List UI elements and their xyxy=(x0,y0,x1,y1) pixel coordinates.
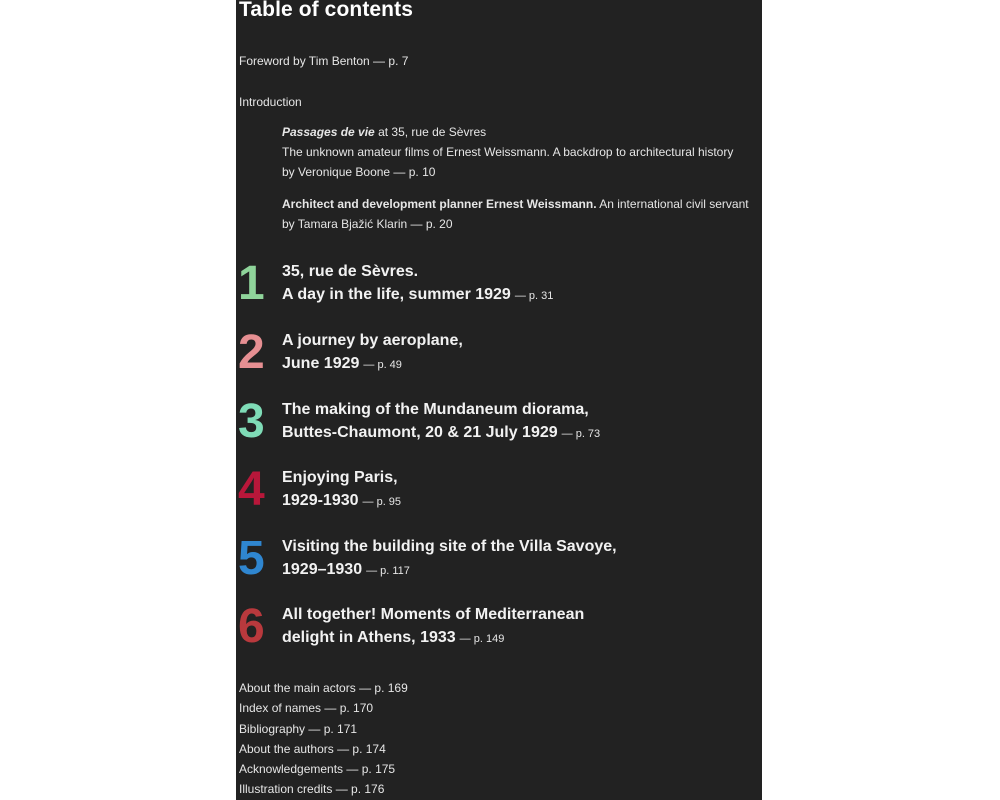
essay-title-italic: Passages de vie xyxy=(282,125,375,139)
chapter-page: — p. 49 xyxy=(363,359,402,371)
foreword-entry[interactable]: Foreword by Tim Benton — p. 7 xyxy=(239,54,409,68)
back-matter-item[interactable]: Illustration credits — p. 176 xyxy=(239,782,385,797)
chapter-entry-5[interactable] xyxy=(236,532,762,595)
chapter-number: 2 xyxy=(238,326,265,379)
chapter-number: 3 xyxy=(238,395,265,448)
chapter-page: — p. 95 xyxy=(362,496,402,508)
essay-entry-1[interactable] xyxy=(282,122,733,182)
essay-title-bold: Architect and development planner Ernest Weissmann. xyxy=(282,197,597,211)
back-matter-item[interactable]: Acknowledgements — p. 175 xyxy=(239,762,396,777)
back-matter-item[interactable]: Bibliography — p. 171 xyxy=(239,721,358,736)
chapter-page: — p. 149 xyxy=(459,633,505,645)
essay-subtitle: The unknown amateur films of Ernest Weissmann. A backdrop to architectural history xyxy=(282,145,734,159)
back-matter-item[interactable]: About the authors — p. 174 xyxy=(239,741,386,756)
introduction-heading[interactable]: Introduction xyxy=(239,95,302,109)
chapter-number: 1 xyxy=(238,257,265,310)
essay-byline: by Tamara Bjažić Klarin — p. 20 xyxy=(282,217,453,231)
chapter-title-line2: A day in the life, summer 1929 xyxy=(282,286,511,303)
essay-entry-2[interactable] xyxy=(282,194,749,234)
chapter-page: — p. 31 xyxy=(514,290,554,302)
back-matter-list xyxy=(239,678,408,800)
chapter-title-line1: The making of the Mundaneum diorama, xyxy=(282,401,589,418)
essay-byline: by Veronique Boone — p. 10 xyxy=(282,165,436,179)
chapter-title-line2: delight in Athens, 1933 xyxy=(282,629,456,646)
chapter-title xyxy=(282,535,617,583)
chapter-title-line1: A journey by aeroplane, xyxy=(282,332,463,349)
chapter-title xyxy=(282,398,600,446)
chapter-title-line2: Buttes-Chaumont, 20 & 21 July 1929 xyxy=(282,424,558,441)
essay-title-rest: at 35, rue de Sèvres xyxy=(374,125,487,139)
chapter-number: 6 xyxy=(238,600,265,653)
chapter-title xyxy=(282,466,401,514)
chapter-number: 4 xyxy=(238,463,265,516)
chapter-entry-6[interactable] xyxy=(236,600,762,663)
chapter-title-line2: 1929–1930 xyxy=(282,561,363,578)
chapter-title-line1: Visiting the building site of the Villa Savoye, xyxy=(282,538,617,555)
chapter-title-line1: 35, rue de Sèvres. xyxy=(282,263,419,280)
chapter-number: 5 xyxy=(238,532,265,585)
chapter-entry-2[interactable] xyxy=(236,326,762,389)
back-matter-item[interactable]: About the main actors — p. 169 xyxy=(239,681,408,695)
chapter-page: — p. 73 xyxy=(561,428,601,440)
chapter-title-line1: All together! Moments of Mediterranean xyxy=(282,606,585,623)
page-title: Table of contents xyxy=(239,0,413,21)
chapter-title-line2: June 1929 xyxy=(282,355,360,372)
essay-title xyxy=(282,194,749,214)
chapter-title-line2: 1929-1930 xyxy=(282,492,359,509)
chapter-title-line1: Enjoying Paris, xyxy=(282,469,398,486)
essay-title-rest: An international civil servant xyxy=(596,197,749,211)
chapter-entry-4[interactable] xyxy=(236,463,762,526)
chapter-title xyxy=(282,260,553,308)
back-matter-item[interactable]: Index of names — p. 170 xyxy=(239,701,374,716)
essay-title xyxy=(282,122,733,142)
toc-page xyxy=(236,0,762,800)
chapter-entry-3[interactable] xyxy=(236,395,762,458)
chapter-title xyxy=(282,329,463,377)
chapter-entry-1[interactable] xyxy=(236,257,762,320)
chapter-page: — p. 117 xyxy=(366,565,410,577)
chapter-title xyxy=(282,603,584,651)
